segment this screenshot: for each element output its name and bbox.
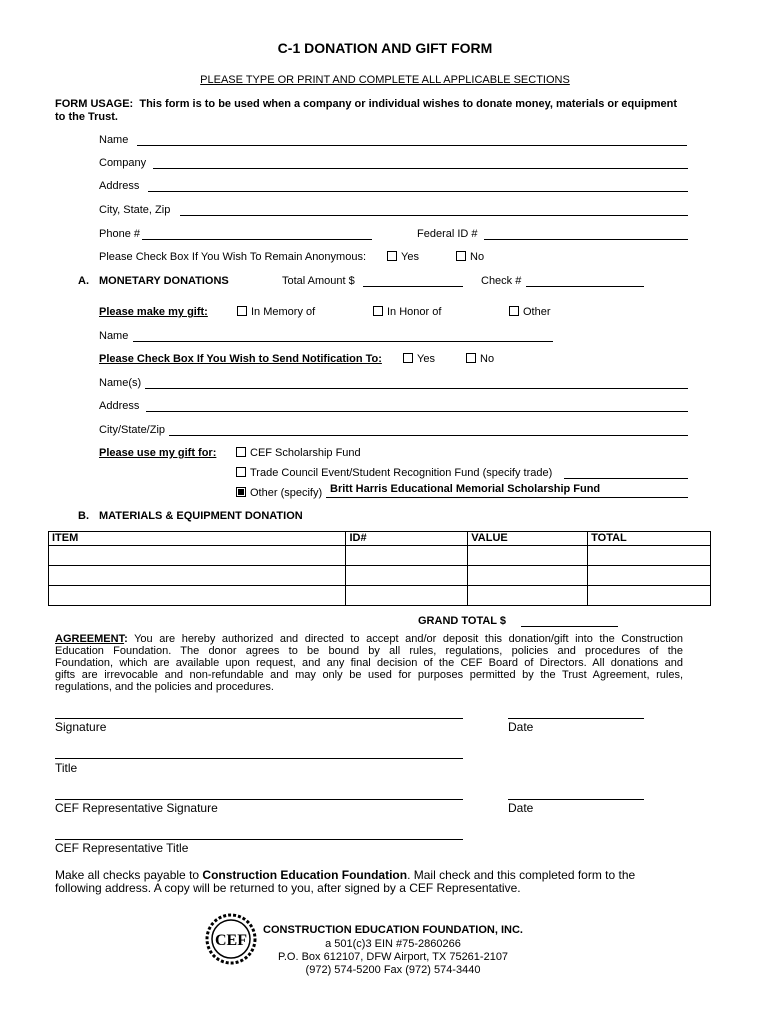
anonymous-label: Please Check Box If You Wish To Remain Anonymous: [99, 251, 366, 263]
other-gift-option[interactable] [509, 306, 551, 318]
agreement-line1: You are hereby authorized and directed to accept and/or deposit this donation/gift into the Construction [134, 633, 684, 645]
trade-fund-label: Trade Council Event/Student Recognition Fund (specify trade) [250, 467, 553, 479]
other-specify-value[interactable]: Britt Harris Educational Memorial Scholarship Fund [330, 483, 601, 495]
org-name: CONSTRUCTION EDUCATION FOUNDATION, INC. [263, 924, 523, 936]
agreement-line2: Education Foundation. The donor agrees to be bound by all rules, regulations, policies and procedures of the [55, 645, 683, 657]
notify-yes-checkbox[interactable] [403, 353, 413, 363]
agreement-line5: regulations, and the policies and procedures. [55, 681, 274, 693]
date2-line[interactable] [508, 799, 644, 800]
use-gift-label: Please use my gift for: [99, 447, 217, 459]
logo-text: CEF [215, 932, 247, 949]
other-specify-checkbox[interactable] [236, 487, 246, 497]
org-address: P.O. Box 612107, DFW Airport, TX 75261-2107 [277, 951, 509, 963]
federal-id-field[interactable] [484, 239, 688, 240]
in-memory-option[interactable] [237, 306, 315, 318]
signature-label: Signature [55, 720, 107, 734]
org-phone: (972) 574-5200 Fax (972) 574-3440 [305, 964, 481, 976]
cef-logo [205, 913, 257, 965]
notify-address-field[interactable] [146, 411, 688, 412]
anonymous-yes-checkbox[interactable] [387, 251, 397, 261]
rep-signature-line[interactable] [55, 799, 463, 800]
date2-label: Date [508, 801, 534, 815]
title-line[interactable] [55, 758, 463, 759]
agreement-label: AGREEMENT [55, 633, 125, 645]
column-header: ID# [346, 532, 468, 546]
anonymous-yes-label: Yes [401, 251, 419, 263]
table-row [49, 586, 711, 606]
agreement-line4: gifts are irrevocable and non-refundable and may only be used for purposes permitted by the Trust Agreement, rules, [55, 669, 683, 681]
notify-address-label: Address [99, 400, 140, 412]
notify-city-label: City/State/Zip [99, 424, 166, 436]
agreement-line3: Foundation, which are available upon request, and any final decision of the CEF Board of Directors. All donations and [55, 657, 683, 669]
anonymous-no[interactable] [456, 251, 484, 263]
city-field[interactable] [180, 215, 688, 216]
payable-org: Construction Education Foundation [202, 868, 408, 882]
form-usage-label: FORM USAGE: [55, 98, 134, 110]
rep-title-line[interactable] [55, 839, 463, 840]
grand-total-label: GRAND TOTAL $ [418, 615, 507, 627]
cef-fund-option[interactable] [236, 447, 361, 459]
anonymous-no-label: No [470, 251, 485, 263]
signature-line[interactable] [55, 718, 463, 719]
date-label: Date [508, 720, 534, 734]
title-label: Title [55, 761, 78, 775]
column-header: TOTAL [588, 532, 711, 546]
company-field[interactable] [153, 168, 688, 169]
column-header: ITEM [49, 532, 346, 546]
section-a-letter: A. [78, 275, 89, 287]
cef-fund-checkbox[interactable] [236, 447, 246, 457]
cef-fund-label: CEF Scholarship Fund [250, 447, 361, 459]
section-b-heading: MATERIALS & EQUIPMENT DONATION [99, 510, 303, 522]
phone-label: Phone # [99, 228, 140, 240]
table-cell[interactable] [468, 546, 588, 566]
check-number-field[interactable] [526, 286, 644, 287]
notify-names-label: Name(s) [99, 377, 142, 389]
table-cell[interactable] [49, 586, 346, 606]
anonymous-no-checkbox[interactable] [456, 251, 466, 261]
agreement-text: AGREEMENT: You are hereby authorized and directed to accept and/or deposit this donation/gift into the Construction Education Foundation. The donor agrees to be bound by all rules, regulations, policies and procedures of the Foundation, which are available upon request, and any final decision of the CEF Board of Directors. All donations and gifts are irrevocable and non-refundable and may only be used for purposes permitted by the Trust Agreement, rules, regulations, and the policies and procedures. [55, 633, 684, 693]
table-cell[interactable] [588, 566, 711, 586]
rep-signature-label: CEF Representative Signature [55, 801, 218, 815]
in-memory-label: In Memory of [251, 306, 316, 318]
federal-id-label: Federal ID # [417, 228, 478, 240]
anonymous-yes[interactable] [387, 251, 419, 263]
notify-yes[interactable] [403, 353, 435, 365]
notify-no[interactable] [466, 353, 494, 365]
total-amount-label: Total Amount $ [282, 275, 355, 287]
other-specify-option[interactable] [236, 487, 322, 499]
form-subtitle: PLEASE TYPE OR PRINT AND COMPLETE ALL APPLICABLE SECTIONS [200, 74, 570, 86]
table-cell[interactable] [346, 586, 468, 606]
form-usage-line1 [55, 98, 677, 110]
materials-table [48, 531, 711, 606]
payable-line2: following address. A copy will be returned to you, after signed by a CEF Representative. [55, 881, 521, 895]
grand-total-field[interactable] [521, 626, 618, 627]
notify-names-field[interactable] [145, 388, 688, 389]
date-line[interactable] [508, 718, 644, 719]
other-specify-label: Other (specify) [250, 487, 323, 499]
in-honor-checkbox[interactable] [373, 306, 383, 316]
trade-fund-checkbox[interactable] [236, 467, 246, 477]
form-usage-line2: to the Trust. [55, 111, 118, 123]
payable-pre: Make all checks payable to [55, 868, 203, 882]
table-cell[interactable] [468, 566, 588, 586]
table-cell[interactable] [49, 566, 346, 586]
city-label: City, State, Zip [99, 204, 171, 216]
notify-yes-label: Yes [417, 353, 435, 365]
address-label: Address [99, 180, 140, 192]
name-field[interactable] [137, 145, 687, 146]
trade-fund-option[interactable] [236, 467, 552, 479]
table-header-row [49, 532, 711, 546]
table-cell[interactable] [346, 546, 468, 566]
address-field[interactable] [148, 191, 688, 192]
form-usage-text: This form is to be used when a company or individual wishes to donate money, materials or equipment [139, 98, 678, 110]
rep-title-label: CEF Representative Title [55, 841, 189, 855]
table-cell[interactable] [49, 546, 346, 566]
table-cell[interactable] [346, 566, 468, 586]
name-label: Name [99, 134, 129, 146]
company-label: Company [99, 157, 147, 169]
table-cell[interactable] [588, 586, 711, 606]
section-b-letter: B. [78, 510, 89, 522]
notify-label: Please Check Box If You Wish to Send Notification To: [99, 353, 382, 365]
in-honor-label: In Honor of [387, 306, 442, 318]
in-honor-option[interactable] [373, 306, 441, 318]
total-amount-field[interactable] [363, 286, 463, 287]
honoree-name-field[interactable] [133, 341, 553, 342]
other-gift-label: Other [523, 306, 551, 318]
column-header: VALUE [468, 532, 588, 546]
table-row [49, 566, 711, 586]
table-cell[interactable] [588, 546, 711, 566]
form-title: C-1 DONATION AND GIFT FORM [277, 40, 493, 56]
other-specify-field[interactable] [326, 497, 688, 498]
notify-no-checkbox[interactable] [466, 353, 476, 363]
honoree-name-label: Name [99, 330, 129, 342]
check-number-label: Check # [481, 275, 522, 287]
section-a-heading: MONETARY DONATIONS [99, 275, 229, 287]
org-ein: a 501(c)3 EIN #75-2860266 [325, 938, 461, 950]
other-gift-checkbox[interactable] [509, 306, 519, 316]
payable-post: . Mail check and this completed form to the [407, 868, 636, 882]
notify-city-field[interactable] [169, 435, 688, 436]
phone-field[interactable] [142, 239, 372, 240]
in-memory-checkbox[interactable] [237, 306, 247, 316]
notify-no-label: No [480, 353, 495, 365]
gift-label: Please make my gift: [99, 306, 208, 318]
trade-fund-field[interactable] [564, 478, 688, 479]
payable-line1 [55, 868, 635, 882]
anonymous-row [99, 251, 366, 263]
table-cell[interactable] [468, 586, 588, 606]
table-row [49, 546, 711, 566]
